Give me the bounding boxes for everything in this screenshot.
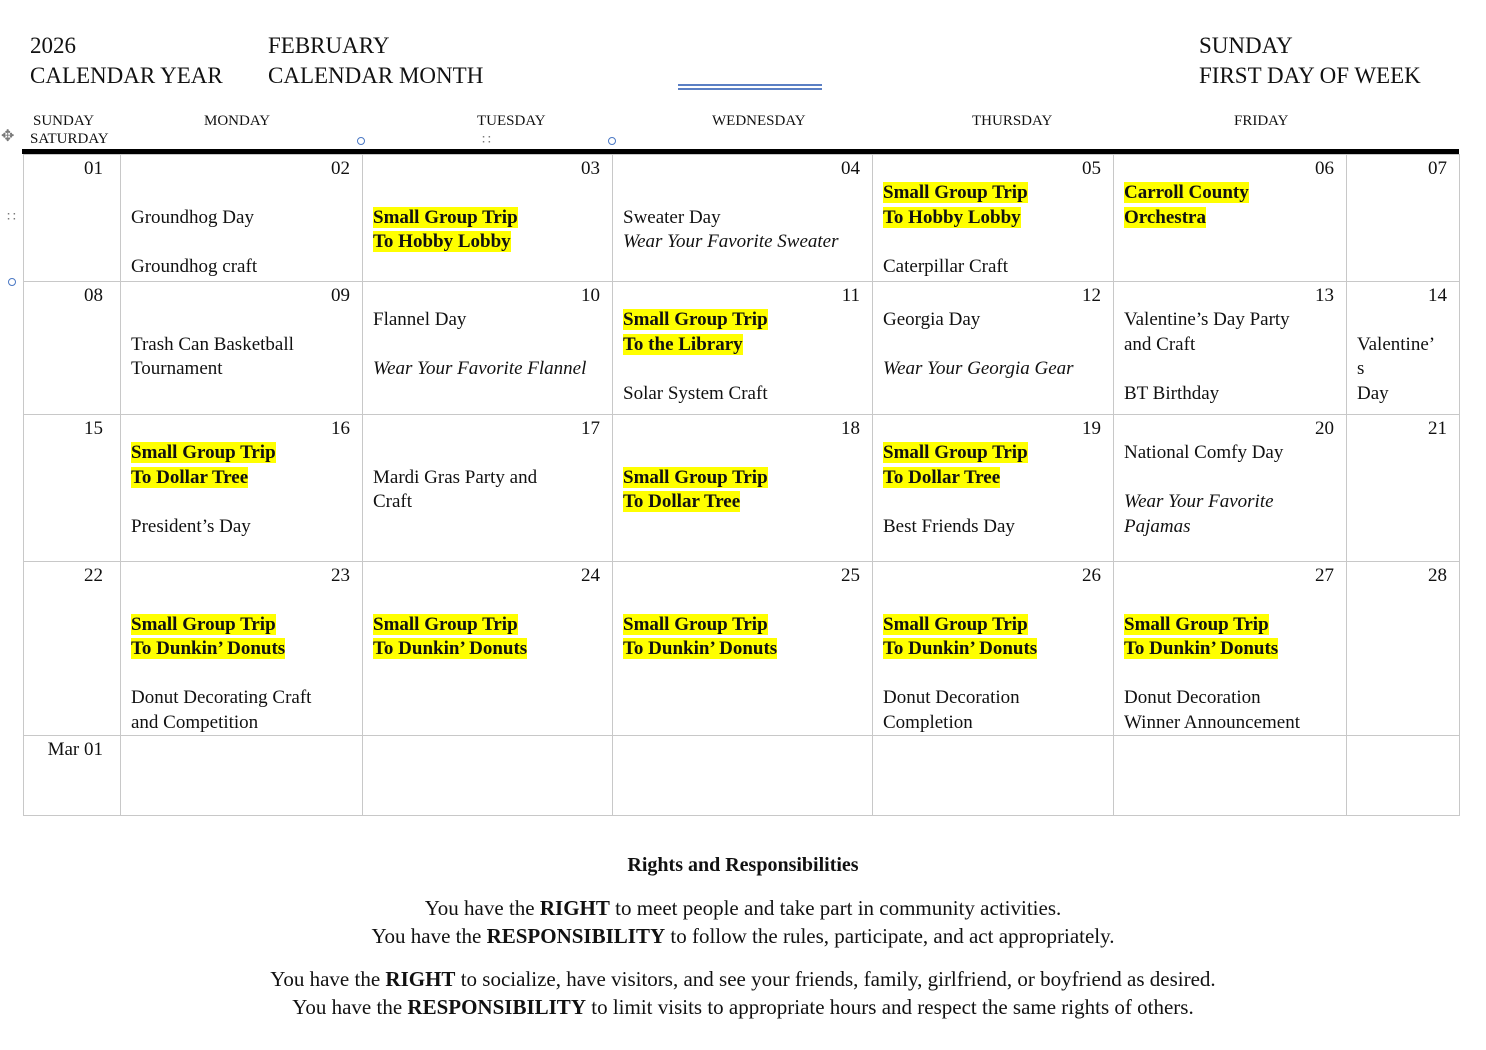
highlighted-event-text: Orchestra bbox=[1124, 206, 1206, 228]
rights-line: You have the RIGHT to socialize, have visitors, and see your friends, family, girlfriend, or boyfriend as desired. bbox=[270, 967, 1216, 991]
event-line bbox=[883, 206, 1105, 231]
event-text: Winner Announcement bbox=[1124, 711, 1300, 733]
highlighted-event-text: To Dunkin’ Donuts bbox=[1124, 638, 1279, 659]
day-cell[interactable] bbox=[24, 562, 121, 736]
day-number bbox=[613, 736, 872, 762]
dayname-monday: MONDAY bbox=[204, 113, 271, 129]
day-events bbox=[121, 441, 362, 539]
day-number: 24 bbox=[581, 565, 600, 586]
day-number: 09 bbox=[331, 285, 350, 306]
day-cell[interactable] bbox=[24, 415, 121, 562]
day-cell[interactable] bbox=[1114, 155, 1347, 282]
day-cell[interactable] bbox=[873, 562, 1114, 736]
day-cell[interactable] bbox=[1347, 415, 1460, 562]
day-number: Mar 01 bbox=[47, 739, 103, 760]
day-cell[interactable] bbox=[363, 736, 613, 816]
month-value: FEBRUARY bbox=[268, 33, 390, 58]
event-line bbox=[883, 662, 1105, 687]
event-text: and Competition bbox=[131, 711, 259, 733]
rights-line: You have the RIGHT to meet people and take part in community activities. bbox=[424, 896, 1062, 920]
responsibility-line: You have the RESPONSIBILITY to limit visits to appropriate hours and respect the same rights of others. bbox=[292, 995, 1194, 1019]
day-events bbox=[873, 588, 1113, 735]
event-text: Solar System Craft bbox=[623, 382, 768, 404]
event-line bbox=[1124, 333, 1338, 358]
event-line bbox=[883, 515, 1105, 540]
day-number: 11 bbox=[841, 285, 860, 306]
highlighted-event-text: To Dunkin’ Donuts bbox=[131, 638, 286, 659]
event-line bbox=[1124, 588, 1338, 613]
event-line bbox=[623, 382, 864, 407]
event-line bbox=[1124, 206, 1338, 231]
day-events bbox=[873, 181, 1113, 279]
event-line bbox=[623, 230, 864, 255]
day-number: 28 bbox=[1428, 565, 1447, 586]
event-text: Donut Decoration bbox=[883, 687, 1020, 708]
event-text: Craft bbox=[373, 491, 413, 512]
day-number: 21 bbox=[1428, 418, 1447, 439]
day-cell[interactable] bbox=[1347, 736, 1460, 816]
event-line bbox=[1357, 333, 1451, 358]
event-line bbox=[883, 686, 1105, 711]
week-row bbox=[24, 155, 1460, 282]
day-cell[interactable] bbox=[613, 562, 873, 736]
event-line bbox=[131, 357, 354, 382]
week-row bbox=[24, 415, 1460, 562]
day-number: 03 bbox=[581, 158, 600, 179]
event-line bbox=[883, 490, 1105, 515]
event-line bbox=[131, 637, 354, 662]
day-cell[interactable] bbox=[363, 415, 613, 562]
highlighted-event-text: Small Group Trip bbox=[623, 466, 768, 488]
day-cell[interactable] bbox=[1347, 155, 1460, 282]
day-cell[interactable] bbox=[121, 415, 363, 562]
day-cell[interactable] bbox=[1114, 415, 1347, 562]
event-line bbox=[373, 357, 604, 382]
event-text: Wear Your Favorite Flannel bbox=[373, 358, 587, 379]
event-text: Wear Your Georgia Gear bbox=[883, 358, 1074, 379]
day-number: 05 bbox=[1082, 158, 1101, 179]
event-line bbox=[373, 441, 604, 466]
event-line bbox=[131, 613, 354, 638]
event-line bbox=[131, 515, 354, 540]
event-line bbox=[883, 466, 1105, 491]
event-line bbox=[1124, 711, 1338, 736]
event-line bbox=[623, 637, 864, 662]
event-line bbox=[131, 662, 354, 687]
event-line bbox=[623, 441, 864, 466]
event-line bbox=[131, 308, 354, 333]
event-text: Sweater Day bbox=[623, 206, 721, 228]
day-number: 08 bbox=[84, 285, 103, 306]
day-events bbox=[363, 181, 612, 255]
day-cell[interactable] bbox=[24, 282, 121, 415]
event-line bbox=[131, 230, 354, 255]
day-number: 27 bbox=[1315, 565, 1334, 586]
day-number bbox=[1347, 736, 1459, 762]
day-number: 22 bbox=[84, 565, 103, 586]
day-number: 04 bbox=[841, 158, 860, 179]
day-cell[interactable] bbox=[613, 282, 873, 415]
highlighted-event-text: To Dunkin’ Donuts bbox=[623, 638, 778, 659]
day-cell[interactable] bbox=[121, 155, 363, 282]
event-line bbox=[883, 441, 1105, 466]
day-events bbox=[613, 181, 872, 255]
month-block bbox=[268, 31, 483, 91]
event-line bbox=[373, 588, 604, 613]
event-line bbox=[623, 181, 864, 206]
day-cell[interactable] bbox=[24, 736, 121, 816]
first-day-block bbox=[1199, 31, 1421, 91]
first-day-value: SUNDAY bbox=[1199, 33, 1293, 58]
day-number: 07 bbox=[1428, 158, 1447, 179]
row-drag-handle-icon[interactable]: ∷ bbox=[7, 210, 16, 225]
event-text: Wear Your Favorite Sweater bbox=[623, 231, 839, 252]
day-cell[interactable] bbox=[613, 736, 873, 816]
event-text: Completion bbox=[883, 711, 973, 733]
highlighted-event-text: To Hobby Lobby bbox=[883, 206, 1021, 228]
day-number: 23 bbox=[331, 565, 350, 586]
event-line bbox=[1124, 441, 1338, 466]
event-line bbox=[1124, 686, 1338, 711]
highlighted-event-text: To Dunkin’ Donuts bbox=[883, 638, 1038, 659]
highlighted-event-text: To Dollar Tree bbox=[623, 491, 741, 512]
day-number: 20 bbox=[1315, 418, 1334, 439]
dayname-thursday: THURSDAY bbox=[972, 113, 1053, 129]
day-cell[interactable] bbox=[613, 155, 873, 282]
event-line bbox=[623, 333, 864, 358]
table-move-handle-icon[interactable]: ✥ bbox=[1, 128, 15, 145]
day-cell[interactable] bbox=[1114, 736, 1347, 816]
day-number: 12 bbox=[1082, 285, 1101, 306]
day-events bbox=[1114, 441, 1346, 539]
day-events bbox=[1114, 181, 1346, 230]
event-line bbox=[623, 308, 864, 333]
event-line bbox=[623, 466, 864, 491]
day-events bbox=[873, 441, 1113, 539]
day-cell[interactable] bbox=[1114, 562, 1347, 736]
event-line bbox=[131, 711, 354, 736]
event-line bbox=[373, 308, 604, 333]
event-line bbox=[883, 357, 1105, 382]
event-line bbox=[373, 206, 604, 231]
day-number: 13 bbox=[1315, 285, 1334, 306]
event-text: Valentine’ bbox=[1357, 333, 1436, 355]
highlighted-event-text: Small Group Trip bbox=[131, 442, 276, 463]
event-text: Day bbox=[1357, 382, 1389, 404]
event-line bbox=[131, 466, 354, 491]
day-cell[interactable] bbox=[121, 562, 363, 736]
event-line bbox=[1124, 637, 1338, 662]
event-line bbox=[131, 206, 354, 231]
event-text: Caterpillar Craft bbox=[883, 255, 1009, 277]
day-events bbox=[873, 308, 1113, 382]
event-line bbox=[1124, 490, 1338, 515]
event-text: Groundhog craft bbox=[131, 255, 258, 277]
responsibility-line: You have the RESPONSIBILITY to follow the rules, participate, and act appropriately. bbox=[371, 924, 1115, 948]
event-line bbox=[1357, 382, 1451, 407]
day-events bbox=[1114, 308, 1346, 406]
event-text: s bbox=[1357, 358, 1365, 379]
event-line bbox=[373, 613, 604, 638]
day-cell[interactable] bbox=[873, 282, 1114, 415]
highlighted-event-text: Small Group Trip bbox=[1124, 613, 1269, 635]
day-events bbox=[1347, 308, 1459, 406]
highlighted-event-text: Small Group Trip bbox=[623, 309, 768, 330]
event-line bbox=[1124, 613, 1338, 638]
event-line bbox=[623, 490, 864, 515]
day-cell[interactable] bbox=[1114, 282, 1347, 415]
event-line bbox=[1124, 308, 1338, 333]
event-line bbox=[1124, 662, 1338, 687]
day-cell[interactable] bbox=[363, 562, 613, 736]
month-label: CALENDAR MONTH bbox=[268, 63, 484, 88]
event-text: Groundhog Day bbox=[131, 206, 254, 228]
day-number: 14 bbox=[1428, 285, 1447, 306]
event-text: Pajamas bbox=[1124, 515, 1191, 537]
dayname-saturday: SATURDAY bbox=[30, 131, 109, 147]
event-line bbox=[131, 333, 354, 358]
day-cell[interactable] bbox=[873, 155, 1114, 282]
dayname-sunday: SUNDAY bbox=[33, 113, 95, 129]
day-number: 19 bbox=[1082, 418, 1101, 439]
day-number: 15 bbox=[84, 418, 103, 439]
highlighted-event-text: To Dollar Tree bbox=[883, 466, 1001, 488]
day-cell[interactable] bbox=[613, 415, 873, 562]
day-events bbox=[363, 441, 612, 515]
event-text: and Craft bbox=[1124, 333, 1196, 355]
event-text: Tournament bbox=[131, 358, 223, 379]
event-line bbox=[883, 711, 1105, 736]
day-events bbox=[613, 308, 872, 406]
column-drag-handle-icon[interactable]: ∷ bbox=[482, 133, 491, 148]
highlighted-event-text: To Dollar Tree bbox=[131, 466, 249, 488]
event-line bbox=[131, 441, 354, 466]
rights-title: Rights and Responsibilities bbox=[627, 854, 859, 876]
day-number: 17 bbox=[581, 418, 600, 439]
dayname-tuesday: TUESDAY bbox=[477, 113, 546, 129]
event-line bbox=[883, 588, 1105, 613]
highlighted-event-text: Small Group Trip bbox=[883, 613, 1028, 635]
day-cell[interactable] bbox=[873, 415, 1114, 562]
event-line bbox=[373, 490, 604, 515]
highlighted-event-text: Small Group Trip bbox=[623, 613, 768, 635]
event-line bbox=[883, 637, 1105, 662]
event-text: Trash Can Basketball bbox=[131, 333, 294, 355]
rights-paragraph-2 bbox=[0, 965, 1486, 1021]
double-underline-divider bbox=[678, 84, 822, 90]
day-events bbox=[363, 588, 612, 662]
highlighted-event-text: Small Group Trip bbox=[373, 206, 518, 228]
day-number: 26 bbox=[1082, 565, 1101, 586]
event-line bbox=[373, 230, 604, 255]
row-insert-marker-icon[interactable] bbox=[8, 278, 16, 286]
event-text: National Comfy Day bbox=[1124, 442, 1284, 463]
day-events bbox=[121, 588, 362, 735]
event-text: President’s Day bbox=[131, 515, 251, 537]
event-line bbox=[373, 466, 604, 491]
day-events bbox=[613, 441, 872, 515]
year-value: 2026 bbox=[30, 33, 76, 58]
event-text: Valentine’s Day Party bbox=[1124, 309, 1290, 330]
event-text: Wear Your Favorite bbox=[1124, 491, 1274, 512]
event-line bbox=[623, 613, 864, 638]
day-cell[interactable] bbox=[363, 282, 613, 415]
calendar-grid bbox=[23, 154, 1460, 816]
dayname-friday: FRIDAY bbox=[1234, 113, 1289, 129]
day-events bbox=[121, 308, 362, 382]
week-row bbox=[24, 282, 1460, 415]
day-events bbox=[121, 181, 362, 279]
day-number: 06 bbox=[1315, 158, 1334, 179]
highlighted-event-text: To the Library bbox=[623, 333, 743, 355]
event-line bbox=[131, 181, 354, 206]
event-line bbox=[623, 357, 864, 382]
event-text: Flannel Day bbox=[373, 309, 467, 330]
day-number: 25 bbox=[841, 565, 860, 586]
highlighted-event-text: Small Group Trip bbox=[131, 613, 276, 635]
day-events bbox=[1114, 588, 1346, 735]
year-block bbox=[30, 31, 223, 91]
event-line bbox=[883, 613, 1105, 638]
day-cell[interactable] bbox=[121, 282, 363, 415]
day-number: 10 bbox=[581, 285, 600, 306]
event-line bbox=[131, 255, 354, 280]
day-number: 16 bbox=[331, 418, 350, 439]
highlighted-event-text: To Hobby Lobby bbox=[373, 231, 511, 252]
event-line bbox=[1357, 308, 1451, 333]
event-line bbox=[373, 637, 604, 662]
day-number bbox=[873, 736, 1113, 762]
day-cell[interactable] bbox=[363, 155, 613, 282]
event-line bbox=[131, 686, 354, 711]
first-day-label: FIRST DAY OF WEEK bbox=[1199, 63, 1421, 88]
highlighted-event-text: Small Group Trip bbox=[373, 613, 518, 635]
event-line bbox=[883, 230, 1105, 255]
event-text: Mardi Gras Party and bbox=[373, 466, 538, 488]
day-cell[interactable] bbox=[873, 736, 1114, 816]
event-text: Donut Decorating Craft bbox=[131, 687, 312, 708]
year-label: CALENDAR YEAR bbox=[30, 63, 223, 88]
dayname-wednesday: WEDNESDAY bbox=[712, 113, 806, 129]
highlighted-event-text: Small Group Trip bbox=[883, 442, 1028, 463]
event-line bbox=[1124, 382, 1338, 407]
day-cell[interactable] bbox=[24, 155, 121, 282]
column-insert-marker-icon[interactable] bbox=[357, 137, 365, 145]
event-line bbox=[1124, 466, 1338, 491]
day-events bbox=[613, 588, 872, 662]
event-line bbox=[131, 490, 354, 515]
event-line bbox=[883, 308, 1105, 333]
week-row bbox=[24, 736, 1460, 816]
event-line bbox=[373, 333, 604, 358]
event-line bbox=[883, 255, 1105, 280]
day-cell[interactable] bbox=[1347, 562, 1460, 736]
day-number bbox=[363, 736, 612, 762]
event-line bbox=[1124, 515, 1338, 540]
day-number bbox=[1114, 736, 1346, 762]
day-cell[interactable] bbox=[1347, 282, 1460, 415]
highlighted-event-text: To Dunkin’ Donuts bbox=[373, 638, 528, 659]
column-insert-marker-icon[interactable] bbox=[608, 137, 616, 145]
event-line bbox=[883, 181, 1105, 206]
event-line bbox=[131, 588, 354, 613]
day-number: 02 bbox=[331, 158, 350, 179]
event-line bbox=[1124, 357, 1338, 382]
event-line bbox=[623, 588, 864, 613]
day-number: 01 bbox=[84, 158, 103, 179]
day-number: 18 bbox=[841, 418, 860, 439]
day-cell[interactable] bbox=[121, 736, 363, 816]
rights-paragraph-1 bbox=[0, 894, 1486, 950]
highlighted-event-text: Small Group Trip bbox=[883, 182, 1028, 203]
day-events bbox=[363, 308, 612, 382]
event-text: Georgia Day bbox=[883, 309, 981, 330]
event-line bbox=[1124, 181, 1338, 206]
event-line bbox=[883, 333, 1105, 358]
event-line bbox=[1357, 357, 1451, 382]
event-line bbox=[623, 206, 864, 231]
event-text: BT Birthday bbox=[1124, 382, 1220, 404]
event-text: Best Friends Day bbox=[883, 515, 1015, 537]
event-line bbox=[373, 181, 604, 206]
highlighted-event-text: Carroll County bbox=[1124, 182, 1249, 203]
event-text: Donut Decoration bbox=[1124, 687, 1261, 708]
day-number bbox=[121, 736, 362, 762]
week-row bbox=[24, 562, 1460, 736]
